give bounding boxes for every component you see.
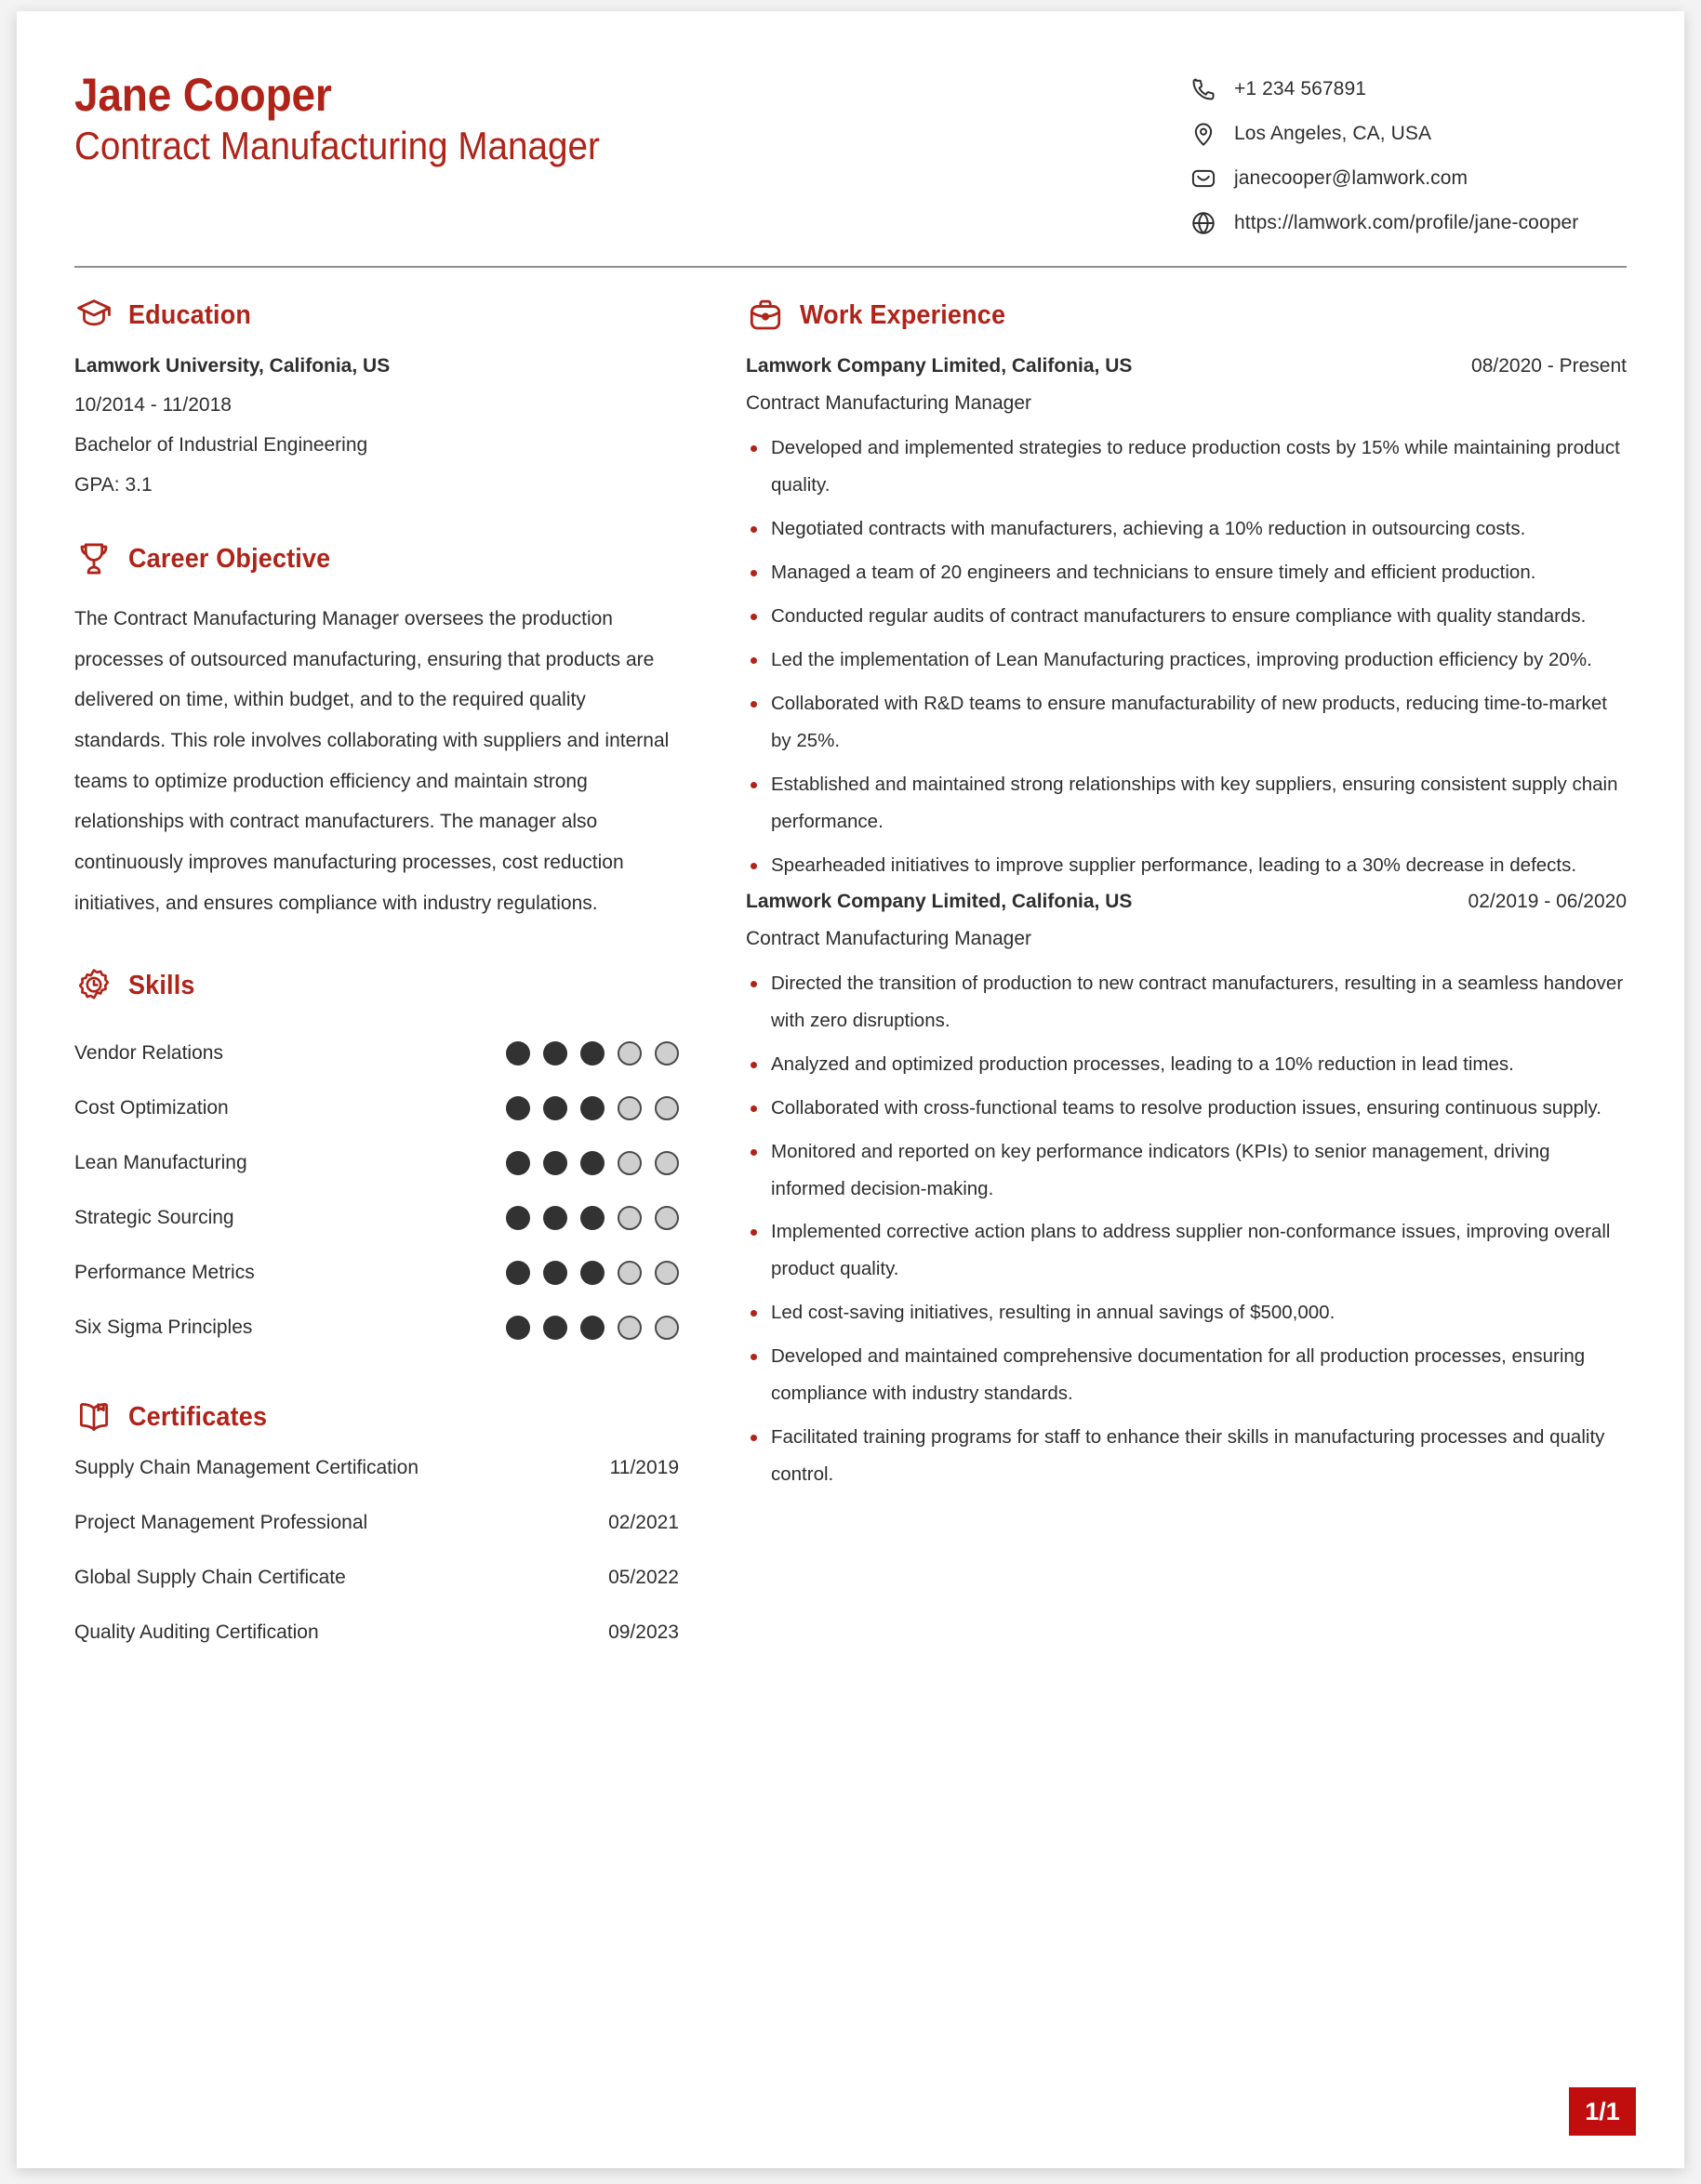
page-number-badge: 1/1	[1569, 2087, 1636, 2136]
rating-dot-empty	[618, 1041, 642, 1066]
rating-dot-filled	[506, 1206, 530, 1230]
email-value: janecooper@lamwork.com	[1234, 167, 1468, 189]
rating-dot-filled	[543, 1261, 567, 1285]
certificate-date: 02/2021	[608, 1512, 679, 1534]
briefcase-icon	[746, 296, 785, 335]
rating-dot-filled	[580, 1316, 605, 1340]
rating-dot-filled	[506, 1096, 530, 1120]
contact-email[interactable]	[1189, 156, 1627, 201]
skill-row	[74, 1080, 679, 1135]
job-bullet-list	[746, 430, 1627, 884]
work-heading	[746, 296, 1627, 335]
resume-body	[17, 268, 1684, 1686]
skill-row	[74, 1135, 679, 1190]
certificate-name: Global Supply Chain Certificate	[74, 1567, 346, 1589]
certificate-date: 11/2019	[609, 1457, 679, 1479]
job-bullet: Monitored and reported on key performance indicators (KPIs) to senior management, driving informed decision-making.	[746, 1133, 1627, 1208]
skill-rating	[506, 1151, 679, 1175]
headline-job-title: Contract Manufacturing Manager	[74, 124, 600, 167]
education-org: Lamwork University, Califonia, US	[74, 355, 391, 377]
rating-dot-filled	[506, 1041, 530, 1066]
certificate-name: Quality Auditing Certification	[74, 1621, 319, 1644]
certificate-date: 09/2023	[608, 1621, 679, 1644]
rating-dot-empty	[655, 1316, 679, 1340]
page-title: Jane Cooper	[74, 69, 332, 121]
objective-heading-label: Career Objective	[128, 543, 331, 574]
objective-text: The Contract Manufacturing Manager oversees the production processes of outsourced manufacturing, ensuring that products are delivered on time, within budget, and to the required quality standards. This role involves collaborating with suppliers and internal teams to optimize production efficiency and maintain strong relationships with contract manufacturers. The manager also continuously improves manufacturing processes, cost reduction initiatives, and ensures compliance with industry regulations.	[74, 608, 670, 914]
rating-dot-filled	[580, 1151, 605, 1175]
gear-clock-icon	[74, 966, 113, 1005]
job-date-range: 02/2019 - 06/2020	[1468, 890, 1627, 912]
job-entry	[746, 891, 1627, 1494]
job-date-range: 08/2020 - Present	[1471, 355, 1627, 377]
certificate-row	[74, 1512, 679, 1567]
job-bullet: Developed and maintained comprehensive documentation for all production processes, ensuring compliance with industry standards.	[746, 1338, 1627, 1412]
jobs-list	[746, 355, 1627, 1493]
left-column	[74, 296, 679, 1686]
rating-dot-empty	[655, 1206, 679, 1230]
location-value: Los Angeles, CA, USA	[1234, 123, 1432, 144]
rating-dot-empty	[618, 1261, 642, 1285]
section-skills	[74, 966, 679, 1355]
right-column	[679, 296, 1627, 1686]
trophy-icon	[74, 539, 113, 578]
skill-label: Strategic Sourcing	[74, 1206, 234, 1228]
skill-label: Performance Metrics	[74, 1261, 255, 1283]
contact-phone[interactable]	[1189, 67, 1627, 112]
objective-heading	[74, 539, 679, 578]
rating-dot-empty	[655, 1151, 679, 1175]
phone-value: +1 234 567891	[1234, 78, 1367, 99]
resume-header	[17, 11, 1684, 245]
job-bullet: Spearheaded initiatives to improve supplier performance, leading to a 30% decrease in defects.	[746, 847, 1627, 884]
education-degree: Bachelor of Industrial Engineering	[74, 434, 368, 456]
job-bullet-list	[746, 965, 1627, 1494]
certificate-date: 05/2022	[608, 1567, 679, 1589]
certificates-heading	[74, 1397, 679, 1436]
skill-rating	[506, 1041, 679, 1066]
rating-dot-filled	[543, 1096, 567, 1120]
skills-heading	[74, 966, 679, 1005]
globe-icon	[1189, 209, 1217, 237]
resume-page	[17, 11, 1684, 2168]
job-bullet: Conducted regular audits of contract manufacturers to ensure compliance with quality standards.	[746, 598, 1627, 635]
section-certificates	[74, 1397, 679, 1676]
open-book-icon	[74, 1397, 113, 1436]
skill-row	[74, 1190, 679, 1245]
identity-block	[74, 60, 645, 169]
rating-dot-filled	[580, 1041, 605, 1066]
skills-list	[74, 1026, 679, 1355]
job-header	[746, 355, 1627, 377]
website-value: https://lamwork.com/profile/jane-cooper	[1234, 212, 1579, 233]
job-header	[746, 891, 1627, 913]
graduation-cap-icon	[74, 296, 113, 335]
job-entry	[746, 355, 1627, 884]
rating-dot-filled	[580, 1261, 605, 1285]
rating-dot-empty	[618, 1151, 642, 1175]
education-dates: 10/2014 - 11/2018	[74, 394, 232, 416]
certificates-list	[74, 1457, 679, 1676]
certificate-name: Supply Chain Management Certification	[74, 1457, 419, 1479]
certificate-row	[74, 1567, 679, 1621]
rating-dot-filled	[543, 1316, 567, 1340]
job-role: Contract Manufacturing Manager	[746, 927, 1031, 949]
job-bullet: Managed a team of 20 engineers and technicians to ensure timely and efficient production.	[746, 554, 1627, 591]
contact-website[interactable]	[1189, 201, 1627, 245]
job-bullet: Negotiated contracts with manufacturers, achieving a 10% reduction in outsourcing costs.	[746, 510, 1627, 548]
skill-label: Vendor Relations	[74, 1041, 223, 1064]
job-bullet: Collaborated with R&D teams to ensure manufacturability of new products, reducing time-to-market by 25%.	[746, 685, 1627, 760]
skill-label: Cost Optimization	[74, 1096, 229, 1118]
rating-dot-empty	[655, 1041, 679, 1066]
rating-dot-empty	[618, 1206, 642, 1230]
rating-dot-empty	[618, 1096, 642, 1120]
skill-row	[74, 1300, 679, 1355]
certificate-name: Project Management Professional	[74, 1512, 368, 1534]
job-bullet: Facilitated training programs for staff to enhance their skills in manufacturing processes and quality control.	[746, 1419, 1627, 1493]
skill-rating	[506, 1096, 679, 1120]
skill-rating	[506, 1261, 679, 1285]
job-bullet: Collaborated with cross-functional teams to resolve production issues, ensuring continuous supply.	[746, 1090, 1627, 1127]
skills-heading-label: Skills	[128, 970, 195, 1000]
job-bullet: Developed and implemented strategies to reduce production costs by 15% while maintaining product quality.	[746, 430, 1627, 504]
education-gpa: GPA: 3.1	[74, 474, 153, 496]
rating-dot-filled	[543, 1151, 567, 1175]
skill-label: Six Sigma Principles	[74, 1316, 253, 1338]
skill-label: Lean Manufacturing	[74, 1151, 247, 1173]
job-organization: Lamwork Company Limited, Califonia, US	[746, 355, 1133, 377]
job-role: Contract Manufacturing Manager	[746, 392, 1031, 414]
rating-dot-filled	[543, 1041, 567, 1066]
rating-dot-filled	[506, 1316, 530, 1340]
location-icon	[1189, 120, 1217, 148]
job-bullet: Led cost-saving initiatives, resulting in annual savings of $500,000.	[746, 1294, 1627, 1331]
job-bullet: Established and maintained strong relationships with key suppliers, ensuring consistent supply chain performance.	[746, 766, 1627, 841]
rating-dot-empty	[655, 1096, 679, 1120]
job-bullet: Directed the transition of production to new contract manufacturers, resulting in a seamless handover with zero disruptions.	[746, 965, 1627, 1039]
rating-dot-empty	[618, 1316, 642, 1340]
education-heading	[74, 296, 679, 335]
phone-icon	[1189, 75, 1217, 103]
skill-row	[74, 1026, 679, 1080]
job-bullet: Implemented corrective action plans to address supplier non-conformance issues, improving overall product quality.	[746, 1213, 1627, 1288]
email-icon	[1189, 165, 1217, 192]
skill-rating	[506, 1316, 679, 1340]
rating-dot-filled	[580, 1096, 605, 1120]
education-heading-label: Education	[128, 299, 252, 330]
contact-list	[1189, 60, 1627, 245]
rating-dot-filled	[506, 1151, 530, 1175]
job-bullet: Analyzed and optimized production processes, leading to a 10% reduction in lead times.	[746, 1046, 1627, 1083]
certificates-heading-label: Certificates	[128, 1401, 268, 1432]
section-work-experience	[746, 296, 1627, 1493]
rating-dot-filled	[580, 1206, 605, 1230]
rating-dot-empty	[655, 1261, 679, 1285]
rating-dot-filled	[506, 1261, 530, 1285]
skill-row	[74, 1245, 679, 1300]
job-organization: Lamwork Company Limited, Califonia, US	[746, 890, 1133, 912]
work-heading-label: Work Experience	[800, 299, 1006, 330]
job-bullet: Led the implementation of Lean Manufacturing practices, improving production efficiency by 20%.	[746, 642, 1627, 679]
rating-dot-filled	[543, 1206, 567, 1230]
certificate-row	[74, 1457, 679, 1512]
certificate-row	[74, 1621, 679, 1676]
skill-rating	[506, 1206, 679, 1230]
section-career-objective	[74, 539, 679, 923]
contact-location[interactable]	[1189, 112, 1627, 156]
section-education	[74, 296, 679, 496]
